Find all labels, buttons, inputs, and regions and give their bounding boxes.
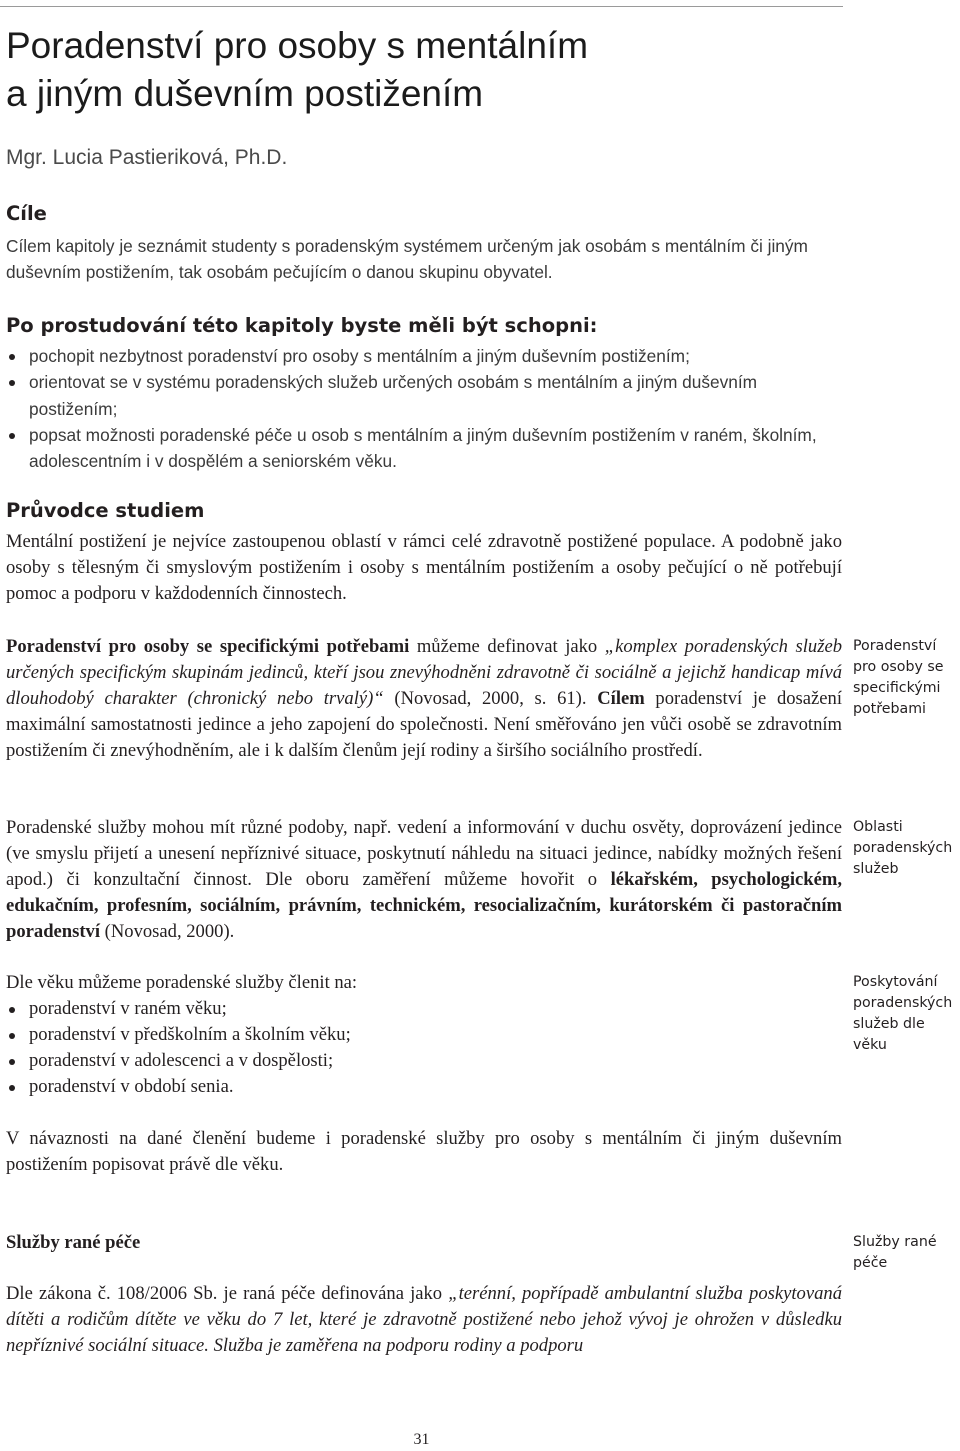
outcomes-list	[6, 343, 842, 474]
paragraph-age-continuation: V návaznosti na dané členění budeme i poradenské služby pro osoby s mentálním či jiným duševním postižením popisovat právě dle věku.	[6, 1128, 842, 1175]
chapter-title	[6, 22, 826, 118]
list-item: poradenství v předškolním a školním věku;	[6, 1022, 842, 1048]
title-line-1: Poradenství pro osoby s mentálním	[6, 25, 589, 66]
guide-text: Mentální postižení je nejvíce zastoupenou oblastí v rámci celé zdravotně postižené populace. A podobně jako osoby s tělesným či smyslovým postižením i osoby s mentálním postižením a osoby pečující o ně potřebují pomoc a podporu v každodenních činnostech.	[6, 531, 842, 604]
list-item: poradenství v adolescenci a v dospělosti;	[6, 1048, 842, 1074]
margin-note: Poradenství pro osoby se specifickými potřebami	[853, 638, 944, 717]
paragraph-counseling-definition: Poradenství pro osoby se specifickými potřebami můžeme definovat jako „komplex poradenských služeb určených specifickým skupinám jedinců, kteří jsou znevýhodněni zdravotně či sociálně a jejichž handicap mívá dlouhodobý charakter (chronický nebo trvalý)“ (Novosad, 2000, s. 61). Cílem poradenství je dosažení maximální samostatnosti jedince a jeho zapojení do společnosti. Není směřováno jen vůči osobě se zdravotním postižením či znevýhodněním, ale i k dalším členům její rodiny a širšího sociálního prostředí.	[6, 636, 843, 761]
bold-term: lékařském, psychologickém, edukačním, profesním, sociálním, právním, technickém, resocializačním, kurátorském či pastoračním poradenství	[6, 869, 842, 942]
author: Mgr. Lucia Pastieriková, Ph.D.	[6, 146, 288, 169]
list-item: popsat možnosti poradenské péče u osob s mentálním a jiným duševním postižením v raném, školním, adolescentním i v dospělém a seniorském věku.	[6, 422, 842, 475]
title-line-2: a jiným duševním postižením	[6, 73, 484, 114]
age-list	[6, 996, 842, 1100]
guide-heading: Průvodce studiem	[6, 499, 205, 522]
margin-note: Poskytování poradenských služeb dle věku	[853, 974, 953, 1053]
list-item: poradenství v raném věku;	[6, 996, 842, 1022]
bold-term: Cílem	[597, 688, 645, 709]
bold-term: Poradenství pro osoby se specifickými potřebami	[6, 636, 410, 657]
quote: „komplex poradenských služeb určených specifickým skupinám jedinců, kteří jsou znevýhodněni zdravotně či sociálně a jejichž handicap mívá dlouhodobý charakter (chronický nebo trvalý)“	[6, 636, 842, 709]
quote: „terénní, popřípadě ambulantní služba poskytovaná dítěti a rodičům dítěte ve věku do 7 let, které je zdravotně postižené nebo jehož vývoj je ohrožen v důsledku nepříznivé sociální situace. Služba je zaměřena na podporu rodiny a podporu	[6, 1283, 842, 1356]
list-item: orientovat se v systému poradenských služeb určených osobám s mentálním a jiným duševním postižením;	[6, 369, 842, 422]
paragraph-service-areas: Poradenské služby mohou mít různé podoby, např. vedení a informování v duchu osvěty, doprovázení jedince (ve smyslu přijetí a unesení nepříznivé situace, poskytnutí náhledu na situaci jedince, nabídky možných řešení apod.) či konzultační činnost. Dle oboru zaměření můžeme hovořit o lékařském, psychologickém, edukačním, profesním, sociálním, právním, technickém, resocializačním, kurátorském či pastoračním poradenství (Novosad, 2000).	[6, 817, 842, 942]
outcomes-heading: Po prostudování této kapitoly byste měli být schopni:	[6, 314, 598, 337]
list-item: poradenství v období senia.	[6, 1074, 842, 1100]
goals-text: Cílem kapitoly je seznámit studenty s poradenským systémem určeným jak osobám s mentálním či jiným duševním postižením, tak osobám pečujícím o danou skupinu obyvatel.	[6, 236, 808, 283]
margin-note: Oblasti poradenských služeb	[853, 819, 953, 877]
age-list-intro: Dle věku můžeme poradenské služby členit na:	[6, 972, 358, 993]
margin-note: Služby rané péče	[853, 1234, 937, 1271]
goals-heading: Cíle	[6, 202, 47, 225]
list-item: pochopit nezbytnost poradenství pro osoby s mentálním a jiným duševním postižením;	[6, 343, 842, 369]
paragraph-early-care: Dle zákona č. 108/2006 Sb. je raná péče definována jako „terénní, popřípadě ambulantní služba poskytovaná dítěti a rodičům dítěte ve věku do 7 let, které je zdravotně postižené nebo jehož vývoj je ohrožen v důsledku nepříznivé sociální situace. Služba je zaměřena na podporu rodiny a podporu	[6, 1283, 842, 1356]
early-care-heading: Služby rané péče	[6, 1232, 141, 1253]
page-number: 31	[413, 1431, 430, 1448]
top-rule	[0, 6, 843, 7]
